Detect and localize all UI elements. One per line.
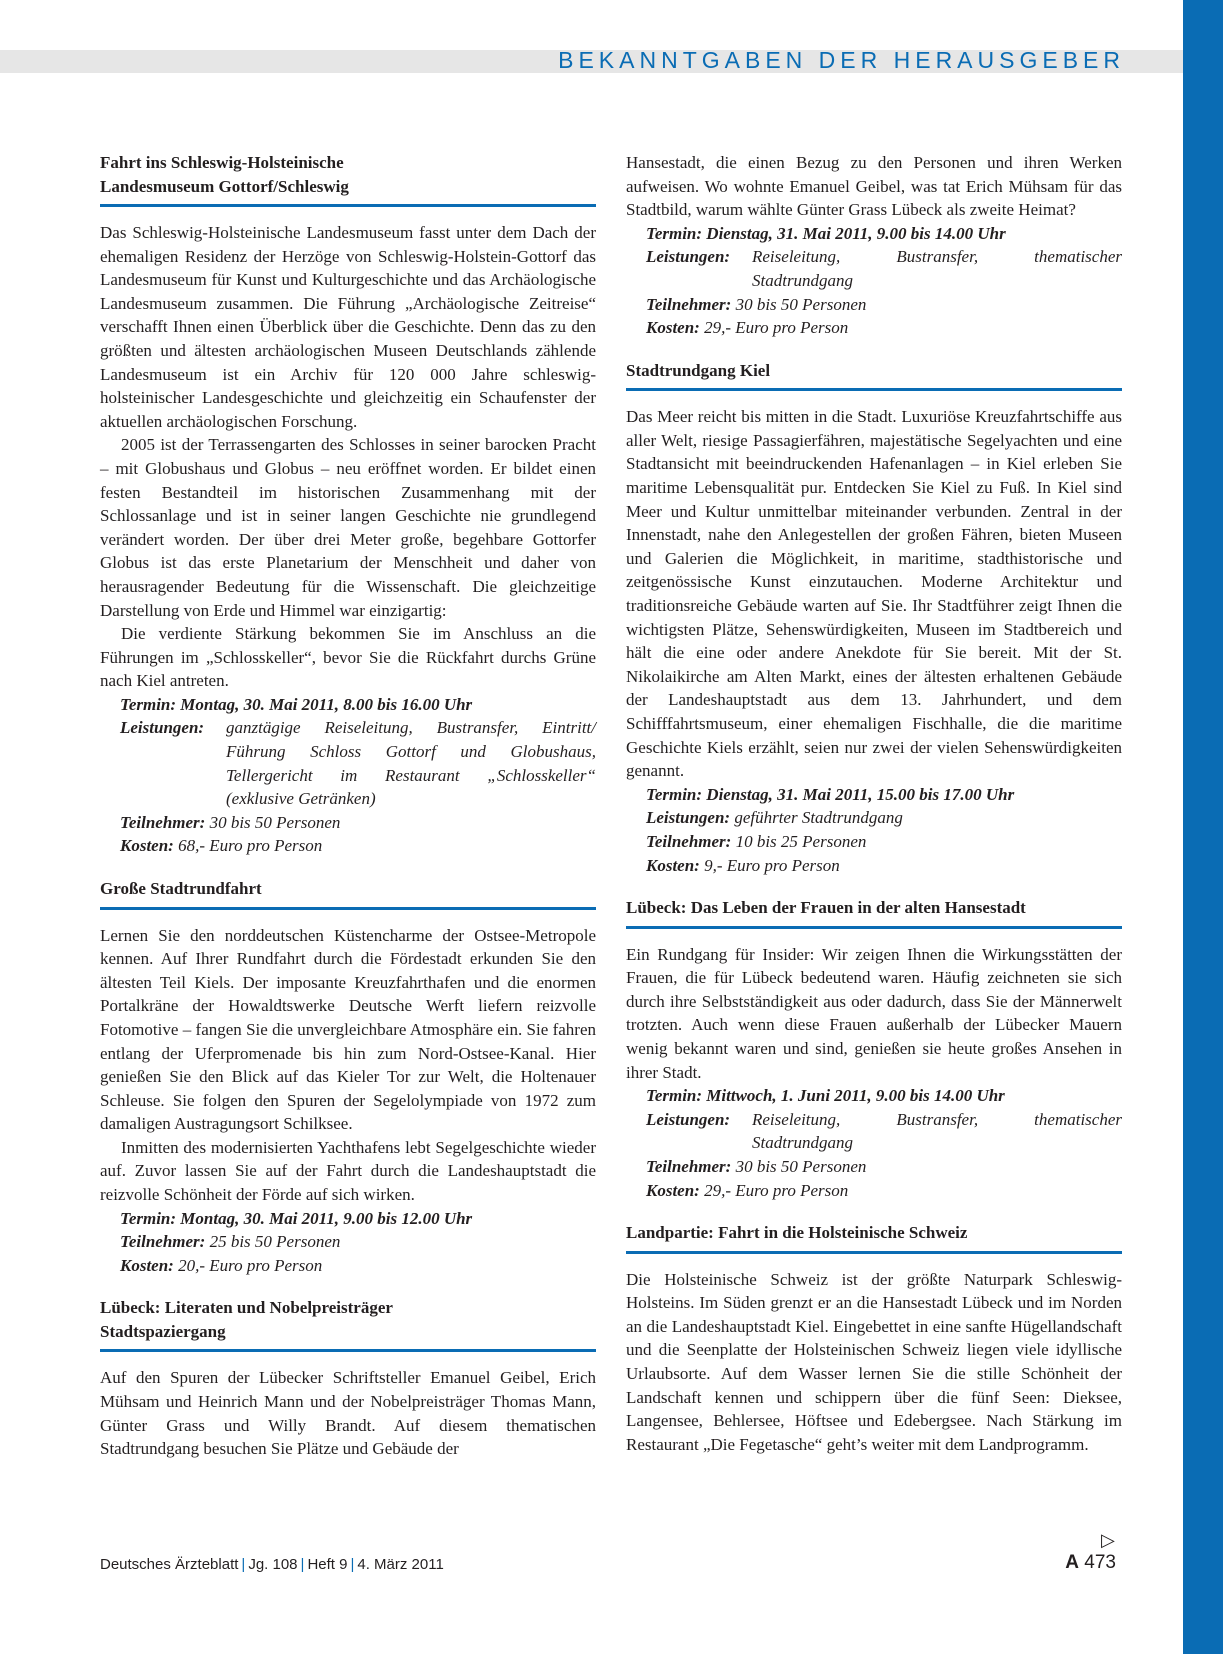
right-column: [626, 151, 1122, 1456]
article-stadtrundgang-kiel: [626, 359, 1122, 877]
heading-rule: [100, 204, 596, 207]
participants-value: 30 bis 50 Personen: [735, 1156, 867, 1176]
services-row: [646, 245, 1122, 292]
paragraph: Die verdiente Stärkung bekommen Sie im Anschluss an die Führungen im „Schlosskeller“, bevor Sie die Rückfahrt durchs Grüne nach Kiel antreten.: [100, 624, 596, 691]
paragraph: Inmitten des modernisierten Yachthafens lebt Segelgeschichte wieder auf. Zuvor lassen Sie auf der Fahrt durch die Landeshauptstadt die reizvolle Schönheit der Förde auf sich wirken.: [100, 1137, 596, 1205]
cost-label: Kosten:: [646, 1180, 700, 1200]
participants-value: 30 bis 50 Personen: [735, 294, 867, 314]
article-stadtrundfahrt: [100, 877, 596, 1277]
article-heading: [626, 359, 1122, 383]
journal-name: Deutsches Ärzteblatt: [100, 1556, 239, 1573]
continue-arrow-icon: ▷: [1101, 1530, 1115, 1550]
article-body: [626, 1268, 1122, 1457]
participants-label: Teilnehmer:: [646, 831, 732, 851]
article-body: [626, 151, 1122, 222]
cost-row: [646, 854, 1122, 878]
issue: Heft 9: [307, 1556, 348, 1573]
cost-label: Kosten:: [120, 1255, 174, 1275]
article-literaten-continued: [626, 151, 1122, 340]
issue-date: 4. März 2011: [357, 1556, 444, 1573]
article-body: [100, 924, 596, 1207]
footer-citation: [100, 1556, 444, 1573]
heading-line: Landpartie: Fahrt in die Holsteinische Schweiz: [626, 1223, 968, 1243]
cost-row: [646, 1179, 1122, 1203]
services-label: Leistungen:: [646, 1109, 731, 1129]
cost-value: 68,- Euro pro Person: [178, 836, 323, 856]
article-body: [626, 943, 1122, 1085]
event-date: Termin: Montag, 30. Mai 2011, 9.00 bis 12.00 Uhr: [120, 1208, 473, 1228]
paragraph: Ein Rundgang für Insider: Wir zeigen Ihnen die Wirkungsstätten der Frauen, die für Lübeck bedeutend waren. Häufig zeichneten sie sich durch ihre Selbstständigkeit aus oder dadurch, dass Sie der Männerwelt trotzten. Auch wenn diese Frauen außerhalb der Lübecker Mauern wenig bekannt waren und sind, genießen sie heute großes Ansehen in ihrer Stadt.: [626, 944, 1122, 1082]
event-details: [626, 783, 1122, 877]
participants-label: Teilnehmer:: [120, 812, 206, 832]
cost-value: 20,- Euro pro Person: [178, 1255, 323, 1275]
cost-value: 9,- Euro pro Person: [704, 855, 840, 875]
cost-value: 29,- Euro pro Person: [704, 1180, 849, 1200]
article-landpartie: [626, 1221, 1122, 1456]
event-details: [626, 1084, 1122, 1202]
heading-line: Fahrt ins Schleswig-Holsteinische: [100, 153, 344, 172]
paragraph: 2005 ist der Terrassengarten des Schlosses in seiner barocken Pracht – mit Globushaus und Globus – neu eröffnet worden. Er bildet einen festen Bestandteil im historischen Zusammenhang mit der Schlossanlage und ist in seiner langen Geschichte nie grundlegend verändert worden. Der über drei Meter große, begehbare Gottorfer Globus ist das erste Planetarium der Menschheit und daher von herausragender Bedeutung für die Wissenschaft. Die gleichzeitige Darstellung von Erde und Himmel war einzigartig:: [100, 435, 596, 620]
article-body: [626, 405, 1122, 783]
heading-rule: [626, 1251, 1122, 1254]
cost-row: [120, 1254, 596, 1278]
article-heading: [100, 1296, 596, 1343]
participants-label: Teilnehmer:: [120, 1232, 206, 1252]
page-number: [1065, 1552, 1116, 1574]
section-header: BEKANNTGABEN DER HERAUSGEBER: [558, 47, 1125, 73]
participants-row: [646, 1155, 1122, 1179]
services-row: [120, 716, 596, 810]
article-heading: [626, 896, 1122, 920]
heading-line: Landesmuseum Gottorf/Schleswig: [100, 176, 349, 196]
paragraph: Auf den Spuren der Lübecker Schriftsteller Emanuel Geibel, Erich Mühsam und Heinrich Mann und der Nobelpreisträger Thomas Mann, Günter Grass und Willy Brandt. Auf diesem thematischen Stadtrundgang besuchen Sie Plätze und Gebäude der: [100, 1368, 596, 1459]
participants-label: Teilnehmer:: [646, 294, 732, 314]
heading-line: Große Stadtrundfahrt: [100, 879, 262, 899]
participants-value: 25 bis 50 Personen: [209, 1232, 341, 1252]
services-value: geführter Stadtrundgang: [734, 808, 903, 828]
page-number-value: 473: [1084, 1552, 1116, 1573]
event-details: [626, 222, 1122, 340]
event-date: Termin: Dienstag, 31. Mai 2011, 9.00 bis 14.00 Uhr: [646, 223, 1006, 243]
heading-line: Stadtspaziergang: [100, 1321, 226, 1341]
participants-label: Teilnehmer:: [646, 1156, 732, 1176]
paragraph: Die Holsteinische Schweiz ist der größte Naturpark Schleswig-Holsteins. Im Süden grenzt er an die Hansestadt Lübeck und im Norden an die Landeshauptstadt Kiel. Eingebettet in eine sanfte Hügellandschaft und die Seenplatte der Holsteinischen Schweiz liegen viele idyllische Urlaubsorte. Auf dem Wasser lernen Sie die stille Schönheit der Landschaft kennen und schippern über die fünf Seen: Dieksee, Langensee, Behlersee, Höftsee und Edebergsee. Nach Stärkung im Restaurant „Die Fegetasche“ geht’s weiter mit dem Landprogramm.: [626, 1269, 1122, 1454]
cost-label: Kosten:: [120, 836, 174, 856]
paragraph: Das Schleswig-Holsteinische Landesmuseum fasst unter dem Dach der ehemaligen Residenz der Herzöge von Schleswig-Holstein-Gottorf das Landesmuseum für Kunst und Kulturgeschichte und das Archäologische Landesmuseum zusammen. Die Führung „Archäologische Zeitreise“ verschafft Ihnen einen Überblick über die Geschichte. Denn das zu den größten und ältesten archäologischen Museen Deutschlands zählende Landesmuseum ist ein Archiv für 120 000 Jahre schleswig-holsteinischer Landesgeschichte und gleichzeitig ein Schaufenster der aktuellen archäologischen Forschung.: [100, 223, 596, 431]
article-literaten: [100, 1296, 596, 1460]
left-column: [100, 151, 596, 1461]
event-date: Termin: Dienstag, 31. Mai 2011, 15.00 bis 17.00 Uhr: [646, 784, 1015, 804]
article-heading: [100, 877, 596, 901]
participants-row: [120, 1230, 596, 1254]
heading-rule: [626, 926, 1122, 929]
cost-row: [646, 316, 1122, 340]
heading-line: Stadtrundgang Kiel: [626, 360, 771, 380]
services-value: Reiseleitung, Bustransfer, thematischer Stadtrundgang: [752, 247, 1122, 290]
heading-line: Lübeck: Das Leben der Frauen in der alten Hansestadt: [626, 898, 1026, 918]
services-value: ganztägige Reiseleitung, Bustransfer, Eintritt/ Führung Schloss Gottorf und Globushaus, Tellergericht im Restaurant „Schlosskeller“ (exklusive Getränken): [226, 718, 596, 809]
participants-value: 10 bis 25 Personen: [735, 831, 867, 851]
services-label: Leistungen:: [646, 247, 731, 267]
article-body: [100, 221, 596, 693]
event-details: [100, 693, 596, 858]
separator: |: [350, 1556, 355, 1573]
services-row: [646, 1108, 1122, 1155]
cost-label: Kosten:: [646, 855, 700, 875]
participants-value: 30 bis 50 Personen: [209, 812, 341, 832]
article-heading: [626, 1221, 1122, 1245]
paragraph: Hansestadt, die einen Bezug zu den Personen und ihren Werken aufweisen. Wo wohnte Emanuel Geibel, was tat Erich Mühsam für das Stadtbild, warum wählte Günter Grass Lübeck als zweite Heimat?: [626, 153, 1122, 220]
article-gottorf: [100, 151, 596, 858]
event-details: [100, 1207, 596, 1278]
article-frauen-luebeck: [626, 896, 1122, 1202]
heading-rule: [100, 1349, 596, 1352]
paragraph: Das Meer reicht bis mitten in die Stadt. Luxuriöse Kreuzfahrtschiffe aus aller Welt, riesige Passagierfähren, majestätische Segelyachten und eine Stadtansicht mit beeindruckenden Hafenanlagen – in Kiel erleben Sie maritime Lebensqualität pur. Entdecken Sie Kiel zu Fuß. In Kiel sind Meer und Kultur unmittelbar miteinander verbunden. Zentral in der Innenstadt, nahe den Anlegestellen der großen Fähren, bieten Museen und Galerien die Möglichkeit, in maritime, stadthistorische und zeitgenössische Kunst einzutauchen. Moderne Architektur und traditionsreiche Gebäude warten auf Sie. Ihr Stadtführer zeigt Ihnen die wichtigsten Plätze, Sehenswürdigkeiten, Museen im Stadtbereich und hält die eine oder andere Anekdote für Sie bereit. Mit der St. Nikolaikirche am Alten Markt, eines der ältesten erhaltenen Gebäude der Landeshauptstadt aus dem 13. Jahrhundert, und dem Schifffahrtsmuseum, einer ehemaligen Fischhalle, die die maritime Geschichte Kiels erzählt, seien nur zwei der vielen Sehenswürdigkeiten genannt.: [626, 407, 1122, 781]
services-row: [646, 806, 1122, 830]
cost-value: 29,- Euro pro Person: [704, 318, 849, 338]
participants-row: [646, 830, 1122, 854]
paragraph: Lernen Sie den norddeutschen Küstencharme der Ostsee-Metropole kennen. Auf Ihrer Rundfahrt durch die Fördestadt erkunden Sie den ältesten Teil Kiels. Der imposante Kreuzfahrthafen und die enormen Portalkräne der Howaldtswerke Deutsche Werft liefern reizvolle Fotomotive – fangen Sie die unvergleichbare Atmosphäre ein. Sie fahren entlang der Uferpromenade bis hin zum Nord-Ostsee-Kanal. Hier genießen Sie den Blick auf das Kieler Tor zur Welt, die Holtenauer Schleuse. Sie folgen den Spuren der Segelolympiade von 1972 zum damaligen Austragungsort Schilksee.: [100, 925, 596, 1134]
event-date: Termin: Montag, 30. Mai 2011, 8.00 bis 16.00 Uhr: [120, 694, 473, 714]
heading-line: Lübeck: Literaten und Nobelpreisträger: [100, 1298, 393, 1318]
page-prefix: A: [1065, 1552, 1080, 1573]
article-body: [100, 1366, 596, 1460]
separator: |: [300, 1556, 305, 1573]
volume: Jg. 108: [248, 1556, 298, 1573]
heading-rule: [100, 907, 596, 910]
separator: |: [241, 1556, 246, 1573]
participants-row: [120, 811, 596, 835]
event-date: Termin: Mittwoch, 1. Juni 2011, 9.00 bis 14.00 Uhr: [646, 1086, 1005, 1106]
services-label: Leistungen:: [646, 808, 731, 828]
article-heading: [100, 151, 596, 198]
services-label: Leistungen:: [120, 718, 205, 738]
services-value: Reiseleitung, Bustransfer, thematischer Stadtrundgang: [752, 1109, 1122, 1153]
cost-label: Kosten:: [646, 318, 700, 338]
cost-row: [120, 834, 596, 858]
participants-row: [646, 293, 1122, 317]
heading-rule: [626, 388, 1122, 391]
side-accent-bar: [1183, 0, 1223, 1654]
